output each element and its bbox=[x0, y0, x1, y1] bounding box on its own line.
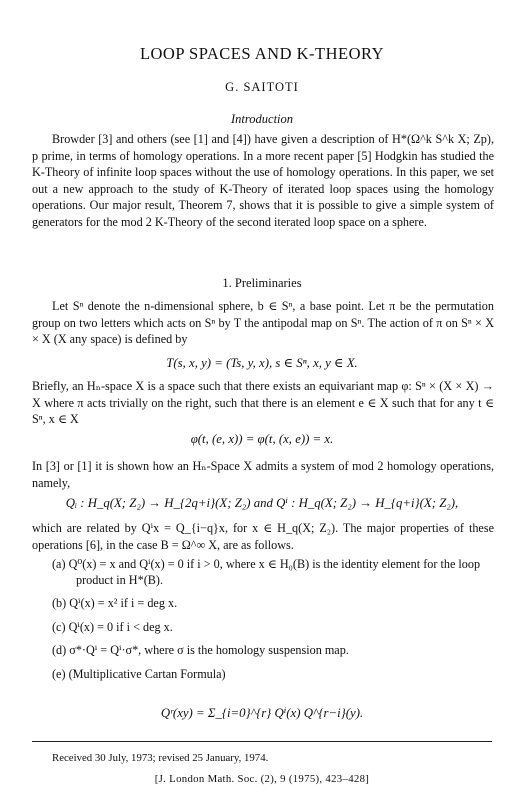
equation-homology-operations: Qᵢ : H_q(X; Z₂) → H_{2q+i}(X; Z₂) and Qⁱ : H_q(X; Z₂) → H_{q+i}(X; Z₂), bbox=[65, 496, 459, 510]
preliminaries-paragraph-4: which are related by Qⁱx = Q_{i−q}x, for x ∈ H_q(X; Z₂). The major properties of these operations [6], in the case B = Ω^∞ X, are as follows. bbox=[32, 521, 494, 552]
preliminaries-paragraph-3: In [3] or [1] it is shown how an Hₙ-Space X admits a system of mod 2 homology operations, namely, bbox=[32, 459, 494, 490]
equation-antipodal-action: T(s, x, y) = (Ts, y, x), s ∈ Sⁿ, x, y ∈ X. bbox=[166, 356, 358, 370]
received-date-note: Received 30 July, 1973; revised 25 January, 1974. bbox=[52, 752, 269, 764]
section-heading: 1. Preliminaries bbox=[222, 276, 302, 290]
author-name: G. SAITOTI bbox=[225, 80, 299, 94]
property-item-d: (d) σ*·Qⁱ = Qⁱ·σ*, where σ is the homology suspension map. bbox=[52, 643, 349, 657]
introduction-paragraph: Browder [3] and others (see [1] and [4]) have given a description of H*(Ω^k S^k X; Zp), p prime, in terms of homology operations. In a more recent paper [5] Hodgkin has studied the K-Theory of infinite loop spaces without the use of homology operations. In this paper, we set out a new approach to the study of K-Theory of iterated loop spaces using the homology operations. Our major result, Theorem 7, shows that it is possible to give a simple system of generators for the mod 2 K-Theory of the second iterated loop space on a sphere. bbox=[32, 132, 494, 229]
property-item-b: (b) Qⁱ(x) = x² if i = deg x. bbox=[52, 596, 178, 610]
introduction-heading: Introduction bbox=[230, 112, 294, 126]
property-item-c: (c) Qⁱ(x) = 0 if i < deg x. bbox=[52, 619, 173, 634]
property-item-a: (a) Q⁰(x) = x and Qⁱ(x) = 0 if i > 0, where x ∈ H₀(B) is the identity element for the loop product in H*(B). bbox=[52, 557, 481, 587]
journal-citation: [J. London Math. Soc. (2), 9 (1975), 423–428] bbox=[154, 773, 370, 785]
footnote-divider bbox=[32, 741, 492, 742]
paper-title: LOOP SPACES AND K-THEORY bbox=[139, 44, 385, 63]
equation-identity-element: φ(t, (e, x)) = φ(t, (x, e)) = x. bbox=[190, 432, 334, 446]
equation-cartan-formula: Qʳ(xy) = Σ_{i=0}^{r} Qⁱ(x) Q^{r−i}(y). bbox=[160, 706, 364, 720]
property-item-e: (e) (Multiplicative Cartan Formula) bbox=[52, 666, 226, 681]
preliminaries-paragraph-2: Briefly, an Hₙ-space X is a space such that there exists an equivariant map φ: Sⁿ × (X × X) → X where π acts trivially on the right, such that there is an element e ∈ X such that for any t ∈ Sⁿ, x ∈ X bbox=[32, 379, 494, 427]
properties-list bbox=[52, 557, 490, 690]
preliminaries-paragraph-1: Let Sⁿ denote the n-dimensional sphere, b ∈ Sⁿ, a base point. Let π be the permutation group on two letters which acts on Sⁿ by T the antipodal map on Sⁿ. The action of π on Sⁿ × X × X (X any space) is defined by bbox=[32, 299, 494, 347]
